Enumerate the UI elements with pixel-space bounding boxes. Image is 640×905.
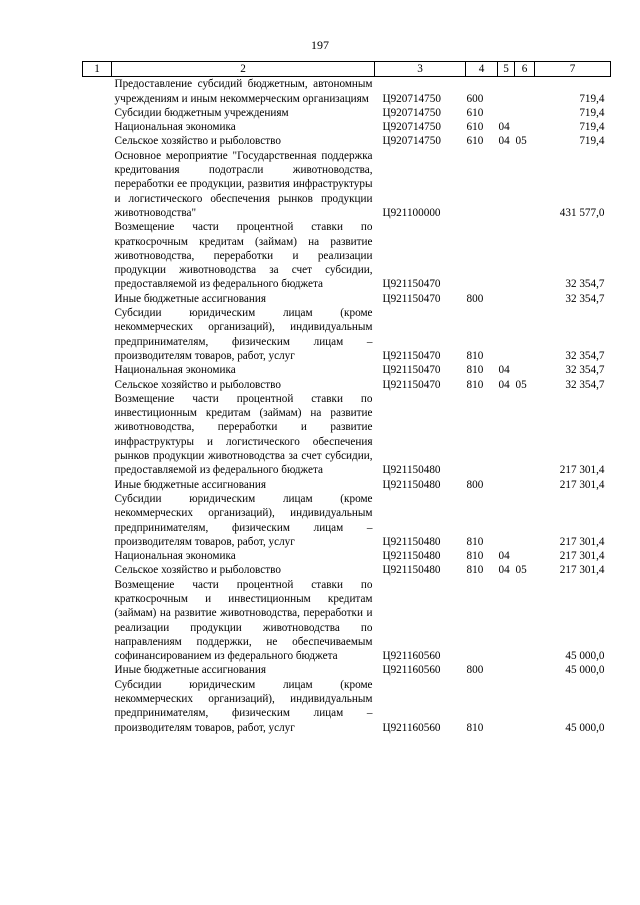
cell-empty — [83, 149, 112, 220]
cell-pr — [515, 149, 535, 220]
cell-vr: 810 — [466, 364, 484, 377]
table-row — [83, 120, 611, 134]
cell-code: Ц920714750 — [382, 135, 441, 148]
table-row — [83, 478, 611, 492]
table-row — [83, 220, 611, 291]
cell-sum: 217 301,4 — [559, 464, 605, 477]
cell-vr: 810 — [466, 721, 484, 734]
cell-empty — [83, 478, 112, 492]
cell-rz — [498, 106, 515, 120]
cell-name: Субсидии юридическим лицам (кроме некоммерческих организаций), индивидуальным предпринимателям, физическим лицам – производителям товаров, работ, услуг — [114, 678, 373, 734]
col-header: 3 — [375, 62, 466, 77]
cell-code: Ц921150480 — [382, 478, 441, 491]
cell-pr — [515, 363, 535, 377]
table-row — [83, 106, 611, 120]
cell-sum: 45 000,0 — [565, 650, 605, 663]
col-header: 5 — [498, 62, 515, 77]
cell-empty — [83, 378, 112, 392]
cell-code: Ц921150470 — [382, 292, 441, 305]
cell-empty — [83, 134, 112, 148]
cell-code: Ц921160560 — [382, 721, 441, 734]
cell-pr — [515, 306, 535, 363]
cell-pr — [515, 392, 535, 478]
cell-pr — [515, 549, 535, 563]
cell-sum: 431 577,0 — [559, 206, 605, 219]
cell-vr: 800 — [466, 664, 484, 677]
cell-pr — [515, 106, 535, 120]
table-row — [83, 492, 611, 549]
cell-pr — [515, 220, 535, 291]
cell-vr — [466, 220, 498, 291]
cell-rz — [498, 306, 515, 363]
table-row — [83, 292, 611, 306]
cell-name: Возмещение части процентной ставки по инвестиционным кредитам (займам) на развитие животноводства, переработки и развитие инфраструктуры и логистического обеспечения рынков продукции животноводства за счет субсидии, предоставляемой из федерального бюджета — [114, 392, 373, 477]
cell-sum: 32 354,7 — [565, 278, 605, 291]
cell-vr: 810 — [466, 378, 484, 391]
cell-name: Субсидии юридическим лицам (кроме некоммерческих организаций), индивидуальным предпринимателям, физическим лицам – производителям товаров, работ, услуг — [114, 492, 373, 548]
budget-table — [82, 61, 611, 735]
cell-rz — [498, 77, 515, 106]
cell-pr — [515, 578, 535, 664]
cell-pr — [515, 77, 535, 106]
cell-empty — [83, 392, 112, 478]
cell-empty — [83, 492, 112, 549]
cell-empty — [83, 220, 112, 291]
cell-empty — [83, 363, 112, 377]
cell-rz — [498, 578, 515, 664]
cell-rz — [498, 663, 515, 677]
cell-code: Ц921150470 — [382, 364, 441, 377]
cell-empty — [83, 678, 112, 735]
cell-pr — [515, 478, 535, 492]
cell-code: Ц920714750 — [382, 121, 441, 134]
cell-vr: 810 — [466, 535, 484, 548]
cell-sum: 45 000,0 — [565, 721, 605, 734]
cell-code: Ц921150480 — [382, 535, 441, 548]
cell-vr: 810 — [466, 550, 484, 563]
cell-name: Национальная экономика — [114, 364, 236, 377]
cell-name: Иные бюджетные ассигнования — [114, 478, 266, 491]
cell-vr: 610 — [466, 135, 484, 148]
cell-empty — [83, 578, 112, 664]
cell-name: Субсидии юридическим лицам (кроме некоммерческих организаций), индивидуальным предпринимателям, физическим лицам – производителям товаров, работ, услуг — [114, 307, 373, 362]
col-header: 2 — [112, 62, 375, 77]
cell-code: Ц920714750 — [382, 106, 441, 119]
cell-vr: 810 — [466, 349, 484, 362]
cell-name: Предоставление субсидий бюджетным, автономным учреждениям и иным некоммерческим организациям — [114, 78, 373, 105]
table-row — [83, 134, 611, 148]
cell-rz: 04 — [498, 378, 510, 391]
cell-vr: 600 — [466, 92, 484, 105]
cell-name: Национальная экономика — [114, 121, 236, 134]
table-row — [83, 378, 611, 392]
cell-empty — [83, 306, 112, 363]
cell-vr: 800 — [466, 478, 484, 491]
cell-rz: 04 — [498, 135, 510, 148]
cell-sum: 217 301,4 — [559, 564, 605, 577]
col-header: 1 — [83, 62, 112, 77]
cell-empty — [83, 663, 112, 677]
cell-rz: 04 — [498, 364, 510, 377]
cell-code: Ц921100000 — [382, 206, 441, 219]
col-header: 7 — [535, 62, 611, 77]
cell-code: Ц921150470 — [382, 278, 441, 291]
cell-vr: 810 — [466, 564, 484, 577]
cell-sum: 719,4 — [579, 135, 605, 148]
cell-empty — [83, 549, 112, 563]
table-row — [83, 578, 611, 664]
cell-vr — [466, 578, 498, 664]
cell-name: Возмещение части процентной ставки по краткосрочным кредитам (займам) на развитие животноводства, переработки и реализации продукции животноводства за счет субсидии, предоставляемой из федерального бюджета — [114, 221, 373, 291]
table-row — [83, 77, 611, 106]
cell-rz: 04 — [498, 121, 510, 134]
cell-pr — [515, 292, 535, 306]
cell-pr — [515, 663, 535, 677]
cell-sum: 217 301,4 — [559, 550, 605, 563]
table-row — [83, 678, 611, 735]
cell-pr: 05 — [515, 135, 527, 148]
col-header: 6 — [515, 62, 535, 77]
cell-rz — [498, 492, 515, 549]
cell-name: Иные бюджетные ассигнования — [114, 292, 266, 305]
table-row — [83, 363, 611, 377]
cell-name: Субсидии бюджетным учреждениям — [114, 106, 289, 119]
cell-name: Сельское хозяйство и рыболовство — [114, 135, 281, 148]
cell-code: Ц921150480 — [382, 550, 441, 563]
cell-rz — [498, 292, 515, 306]
cell-code: Ц920714750 — [382, 92, 441, 105]
cell-sum: 32 354,7 — [565, 378, 605, 391]
cell-empty — [83, 292, 112, 306]
table-row — [83, 563, 611, 577]
cell-rz — [498, 220, 515, 291]
cell-sum: 217 301,4 — [559, 478, 605, 491]
cell-code: Ц921160560 — [382, 650, 441, 663]
cell-code: Ц921150480 — [382, 464, 441, 477]
table-row — [83, 392, 611, 478]
page-number: 197 — [311, 38, 329, 52]
table-row — [83, 549, 611, 563]
cell-rz — [498, 149, 515, 220]
cell-vr — [466, 149, 498, 220]
cell-rz — [498, 392, 515, 478]
cell-code: Ц921150470 — [382, 378, 441, 391]
cell-sum: 32 354,7 — [565, 349, 605, 362]
table-row — [83, 663, 611, 677]
cell-name: Национальная экономика — [114, 550, 236, 563]
table-row — [83, 306, 611, 363]
cell-pr — [515, 678, 535, 735]
cell-sum: 719,4 — [579, 92, 605, 105]
cell-empty — [83, 106, 112, 120]
col-header: 4 — [466, 62, 498, 77]
cell-rz — [498, 478, 515, 492]
cell-rz: 04 — [498, 550, 510, 563]
cell-name: Сельское хозяйство и рыболовство — [114, 564, 281, 577]
cell-name: Основное мероприятие "Государственная поддержка кредитования подотрасли животноводства, переработки ее продукции, развития инфраструктуры и логистического обеспечения рынков продукции животноводства" — [114, 149, 373, 219]
cell-rz: 04 — [498, 564, 510, 577]
cell-name: Возмещение части процентной ставки по краткосрочным и инвестиционным кредитам (займам) на развитие животноводства, переработки и реализации продукции животноводства по направлениям поддержки, не обеспечиваемым софинансированием из федерального бюджета — [114, 578, 373, 663]
cell-sum: 217 301,4 — [559, 535, 605, 548]
header-row — [83, 62, 611, 77]
cell-code: Ц921150470 — [382, 349, 441, 362]
cell-sum: 32 354,7 — [565, 364, 605, 377]
table-row — [83, 149, 611, 220]
cell-sum: 32 354,7 — [565, 292, 605, 305]
cell-rz — [498, 678, 515, 735]
cell-name: Сельское хозяйство и рыболовство — [114, 378, 281, 391]
cell-pr — [515, 120, 535, 134]
cell-vr: 800 — [466, 292, 484, 305]
cell-empty — [83, 120, 112, 134]
cell-vr: 610 — [466, 121, 484, 134]
cell-pr: 05 — [515, 378, 527, 391]
cell-pr — [515, 492, 535, 549]
cell-sum: 719,4 — [579, 106, 605, 119]
cell-vr: 610 — [466, 106, 484, 119]
cell-code: Ц921150480 — [382, 564, 441, 577]
cell-empty — [83, 77, 112, 106]
cell-name: Иные бюджетные ассигнования — [114, 664, 266, 677]
cell-sum: 45 000,0 — [565, 664, 605, 677]
cell-pr: 05 — [515, 564, 527, 577]
cell-code: Ц921160560 — [382, 664, 441, 677]
cell-sum: 719,4 — [579, 121, 605, 134]
cell-empty — [83, 563, 112, 577]
cell-vr — [466, 392, 498, 478]
